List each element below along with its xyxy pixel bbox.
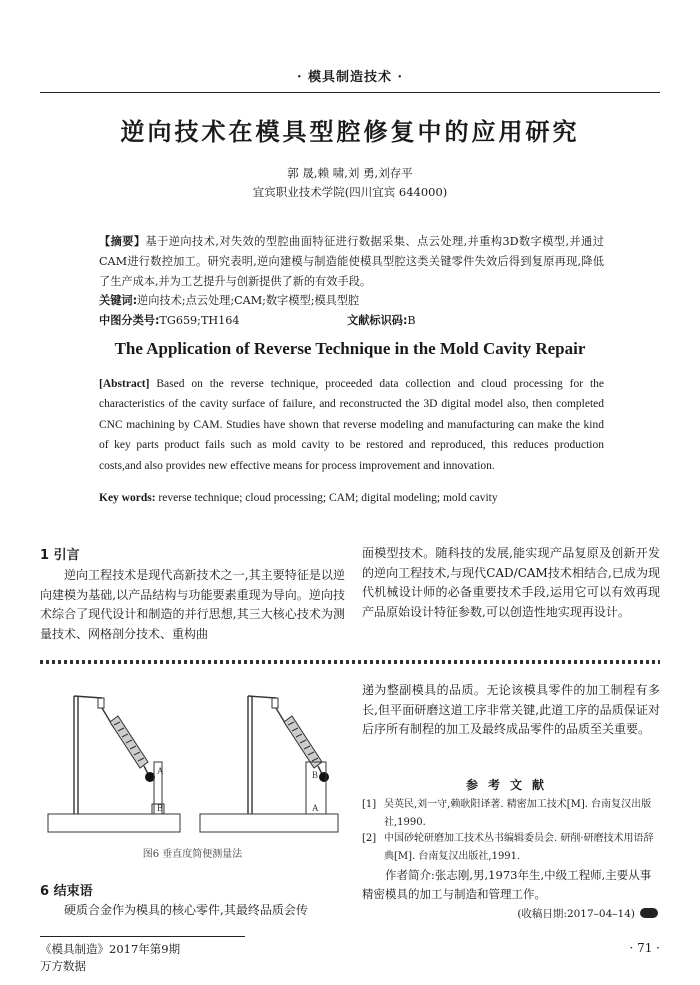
document-code-value: B [407,314,416,327]
reference-text: 中国砂轮研磨加工技术丛书编辑委员会. 研削·研磨技术用语辞典[M]. 台南复汉出版社,1991. [384,833,654,862]
keywords-zh-text: 逆向技术;点云处理;CAM;数字模型;模具型腔 [137,294,360,307]
section-divider [40,660,660,664]
base-plate-left [48,814,180,832]
label-a-left: A [157,766,164,776]
abstract-en [99,374,604,476]
figure6-caption: 图6 垂直度简便测量法 [142,849,243,860]
affiliation: 宜宾职业技术学院(四川宜宾 644000) [252,185,448,199]
left-apparatus [48,696,180,832]
received-date: (收稿日期:2017–04–14) [517,908,635,920]
section6-heading: 6 结束语 [40,884,93,899]
abstract-zh-text: 基于逆向技术,对失效的型腔曲面特征进行数据采集、点云处理,并重构3D数字模型,并通过CAM进行数控加工。研究表明,逆向建模与制造能使模具型腔这类关键零件失效后得到复原再现,降低了生产成本,并为工艺提升与创新提供了新的有效手段。 [99,235,604,288]
keywords-zh [99,292,604,308]
badge-icon [640,908,658,918]
keywords-en-label: Key words: [99,492,156,504]
journal-section-header: · 模具制造技术 · [296,70,404,85]
references-title: 参考文献 [465,778,554,792]
probe-ball-right [319,772,329,782]
footer-rule [40,936,245,937]
journal-footer: 《模具制造》2017年第9期 [40,942,181,956]
document-code-label: 文献标识码: [347,314,408,327]
classification-value: TG659;TH164 [159,314,240,327]
reference-item [362,830,660,866]
base-plate-right [200,814,338,832]
label-a-right: A [312,803,319,813]
english-title: The Application of Reverse Technique in the Mold Cavity Repair [114,339,586,358]
article-title: 逆向技术在模具型腔修复中的应用研究 [120,118,580,146]
reference-number: [2] [362,833,377,844]
keywords-en-text: reverse technique; cloud processing; CAM; digital modeling; mold cavity [158,492,498,504]
section1-right-paragraph: 面模型技术。随科技的发展,能实现产品复原及创新开发的逆向工程技术,与现代CAD/CAM技术相结合,已成为现代机械设计师的必备重要技术手段,运用它可以有效再现产品原始设计特征参数,可以创造性地实现再设计。 [362,546,660,619]
abstract-zh [99,232,604,292]
figure6-diagram [40,680,345,840]
author-bio: 作者简介:张志刚,男,1973年生,中级工程师,主要从事精密模具的加工与制造和管理工作。 [362,868,652,901]
document-code [347,312,416,328]
keywords-zh-label: 关键词: [99,294,138,307]
classification-label: 中图分类号: [99,314,160,327]
database-footer: 万方数据 [40,959,86,973]
reference-item [362,796,660,832]
page-number: · 71 · [629,941,660,955]
abstract-zh-label: 【摘要】 [99,235,146,248]
section1-left-paragraph: 逆向工程技术是现代高新技术之一,其主要特征是以逆向建模为基础,以产品结构与功能要素重现为导向。逆向技术综合了现代设计和制造的并行思想,其三大核心技术为测量技术、网格剖分技术、重构曲 [40,568,345,641]
keywords-en [99,492,604,504]
reference-number: [1] [362,799,377,810]
clamp-left [98,698,104,708]
clamp-right [272,698,278,708]
section6-right-paragraph: 递为整副模具的品质。无论该模具零件的加工制程有多长,但平面研磨这道工序非常关键,此道工序的品质保证对后序所有制程的加工及最终成品零件的品质至关重要。 [362,683,660,737]
header-rule [40,92,660,93]
abstract-en-text: Based on the reverse technique, proceeded data collection and cloud processing for the characteristics of the cavity surface of failure, and reconstructed the 3D digital model also, then completed CNC machining by CAM. Studies have shown that reverse modeling and manufacturing can make the kind of key parts product fails such as mold cavity to be restored and reproduced, this reduces production costs,and also provides new effective means for process improvement and innovation. [99,378,604,472]
label-b-left: B [157,803,164,813]
section6-left-paragraph: 硬质合金作为模具的核心零件,其最终品质会传 [64,903,308,917]
reference-text: 吴英民,刘一守,赖耿阳译著. 精密加工技术[M]. 台南复汉出版社,1990. [384,799,652,828]
authors: 郭 晟,赖 啸,刘 勇,刘存平 [287,166,413,180]
right-apparatus [200,696,338,832]
classification [99,312,604,328]
label-b-right: B [312,770,319,780]
abstract-en-label: [Abstract] [99,378,150,390]
section1-heading: 1 引言 [40,548,80,563]
